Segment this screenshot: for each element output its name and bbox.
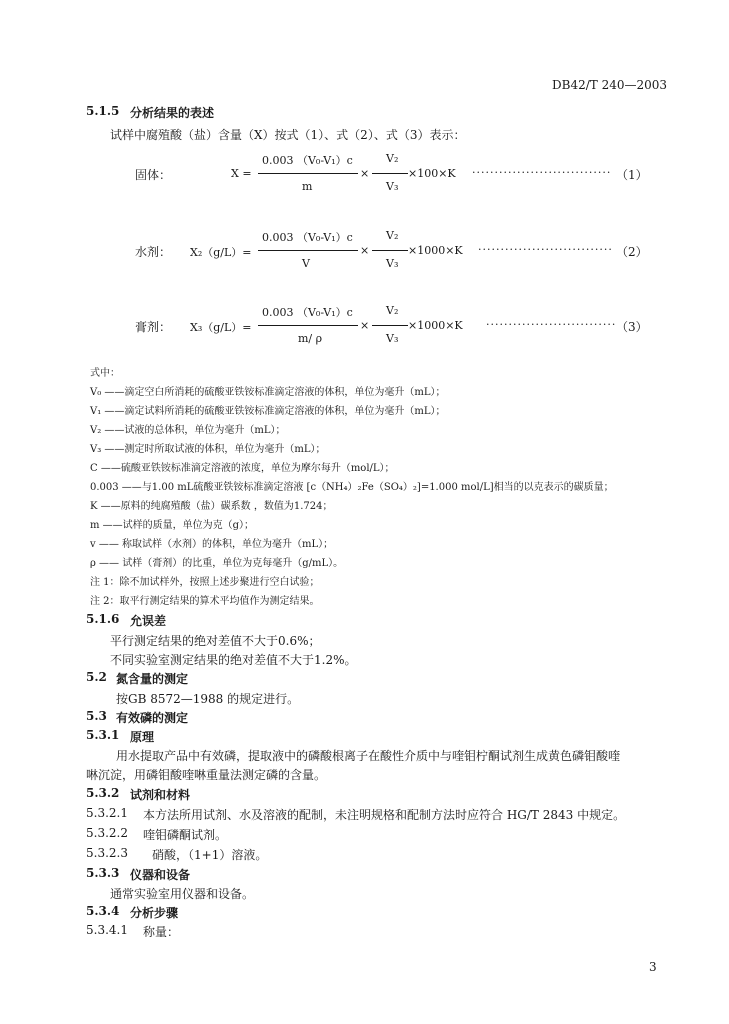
- times-sign: ×: [360, 167, 370, 180]
- symbol-definition: ρ —— 试样（膏剂）的比重，单位为克每毫升（g/mL）。: [90, 558, 344, 569]
- section-5-2-number: 5.2: [86, 670, 107, 684]
- formula-denominator: V: [302, 257, 310, 270]
- section-5-3-3-text: 通常实验室用仪器和设备。: [110, 887, 255, 901]
- leader-dots: ······························: [478, 243, 613, 256]
- ratio-denominator: V₃: [386, 257, 399, 270]
- ratio-denominator: V₃: [386, 332, 399, 345]
- fraction-bar: [258, 325, 358, 326]
- ratio-denominator: V₃: [386, 180, 399, 193]
- leader-dots: ·······························: [472, 166, 612, 179]
- fraction-bar: [372, 173, 408, 174]
- section-5-3-3-title: 仪器和设备: [130, 868, 191, 882]
- times-sign: ×: [360, 319, 370, 332]
- symbol-definition: v —— 称取试样（水剂）的体积，单位为毫升（mL）；: [90, 539, 334, 550]
- section-5-1-6-line-2: 不同实验室测定结果的绝对差值不大于1.2%。: [110, 653, 357, 667]
- formula-denominator: m/ ρ: [298, 332, 323, 345]
- formula-tail: ×1000×K: [408, 319, 463, 332]
- page-number: 3: [649, 960, 657, 974]
- section-5-1-5-intro: 试样中腐殖酸（盐）含量（X）按式（1）、式（2）、式（3）表示：: [110, 128, 466, 142]
- formula-number: （1）: [616, 168, 648, 182]
- fraction-bar: [372, 325, 408, 326]
- note-2: 注 2：取平行测定结果的算术平均值作为测定结果。: [90, 596, 320, 607]
- section-5-3-2-2-number: 5.3.2.2: [86, 826, 128, 840]
- formula-tail: ×1000×K: [408, 244, 463, 257]
- ratio-numerator: V₂: [386, 229, 399, 242]
- section-5-3-2-1-text: 本方法所用试剂、水及溶液的配制，未注明规格和配制方法时应符合 HG/T 2843 中规定。: [143, 808, 626, 822]
- symbol-definition: V₂ ——试液的总体积，单位为毫升（mL）；: [90, 425, 286, 436]
- section-5-1-6-title: 允误差: [130, 614, 167, 628]
- formula-label: 固体：: [135, 168, 172, 182]
- formula-numerator: 0.003 （V₀-V₁）c: [262, 231, 353, 244]
- section-5-3-2-number: 5.3.2: [86, 786, 120, 800]
- section-5-3-4-number: 5.3.4: [86, 904, 120, 918]
- section-5-3-3-number: 5.3.3: [86, 866, 120, 880]
- fraction-bar: [258, 250, 358, 251]
- section-5-3-2-1-number: 5.3.2.1: [86, 806, 128, 820]
- section-5-1-5-number: 5.1.5: [86, 104, 120, 118]
- section-5-1-6-number: 5.1.6: [86, 612, 120, 626]
- section-5-3-2-2-text: 喹钼磷酮试剂。: [143, 828, 228, 842]
- symbol-definition: C ——硫酸亚铁铵标准滴定溶液的浓度，单位为摩尔每升（mol/L）；: [90, 463, 395, 474]
- section-5-3-title: 有效磷的测定: [116, 711, 189, 725]
- formula-numerator: 0.003 （V₀-V₁）c: [262, 154, 353, 167]
- symbol-definition: m ——试样的质量，单位为克（g）；: [90, 520, 255, 531]
- document-code: DB42/T 240—2003: [552, 78, 668, 92]
- section-5-3-1-paragraph-line-1: 用水提取产品中有效磷，提取液中的磷酸根离子在酸性介质中与喹钼柠酮试剂生成黄色磷钼酸喹: [116, 749, 621, 763]
- section-5-3-4-title: 分析步骤: [130, 906, 179, 920]
- section-5-3-2-title: 试剂和材料: [130, 788, 191, 802]
- formula-lhs: X =: [231, 167, 252, 180]
- section-5-1-6-line-1: 平行测定结果的绝对差值不大于0.6%；: [110, 634, 321, 648]
- section-5-3-1-number: 5.3.1: [86, 728, 120, 742]
- section-5-3-4-1-text: 称量：: [143, 925, 180, 939]
- section-5-3-2-3-number: 5.3.2.3: [86, 846, 128, 860]
- formula-label: 膏剂：: [135, 320, 172, 334]
- section-5-3-4-1-number: 5.3.4.1: [86, 923, 128, 937]
- section-5-3-2-3-text: 硝酸，（1+1）溶液。: [152, 848, 268, 862]
- symbol-definition: 0.003 ——与1.00 mL硫酸亚铁铵标准滴定溶液 [c（NH₄）₂Fe（SO₄）₂]=1.000 mol/L]相当的以克表示的碳质量；: [90, 482, 614, 493]
- formula-number: （3）: [616, 320, 648, 334]
- where-label: 式中：: [90, 368, 120, 379]
- symbol-definition: V₁ ——滴定试料所消耗的硫酸亚铁铵标准滴定溶液的体积，单位为毫升（mL）；: [90, 406, 446, 417]
- symbol-definition: V₀ ——滴定空白所消耗的硫酸亚铁铵标准滴定溶液的体积，单位为毫升（mL）；: [90, 387, 446, 398]
- formula-number: （2）: [616, 245, 648, 259]
- section-5-3-number: 5.3: [86, 709, 107, 723]
- note-1: 注 1：除不加试样外，按照上述步聚进行空白试验；: [90, 577, 320, 588]
- formula-lhs: X₃（g/L）=: [190, 321, 252, 334]
- formula-lhs: X₂（g/L）=: [190, 246, 252, 259]
- section-5-2-title: 氮含量的测定: [116, 672, 189, 686]
- symbol-definition: V₃ ——测定时所取试液的体积，单位为毫升（mL）；: [90, 444, 326, 455]
- section-5-3-1-title: 原理: [130, 730, 155, 744]
- fraction-bar: [258, 173, 358, 174]
- symbol-definition: K ——原料的纯腐殖酸（盐）碳系数 ，数值为1.724；: [90, 501, 333, 512]
- formula-label: 水剂：: [135, 245, 172, 259]
- ratio-numerator: V₂: [386, 152, 399, 165]
- leader-dots: ·····························: [486, 318, 617, 331]
- times-sign: ×: [360, 244, 370, 257]
- section-5-1-5-title: 分析结果的表述: [130, 106, 215, 120]
- section-5-2-text: 按GB 8572—1988 的规定进行。: [116, 692, 300, 706]
- formula-tail: ×100×K: [408, 167, 456, 180]
- fraction-bar: [372, 250, 408, 251]
- section-5-3-1-paragraph-line-2: 啉沉淀，用磷钼酸喹啉重量法测定磷的含量。: [86, 768, 327, 782]
- ratio-numerator: V₂: [386, 304, 399, 317]
- formula-denominator: m: [302, 180, 313, 193]
- formula-numerator: 0.003 （V₀-V₁）c: [262, 306, 353, 319]
